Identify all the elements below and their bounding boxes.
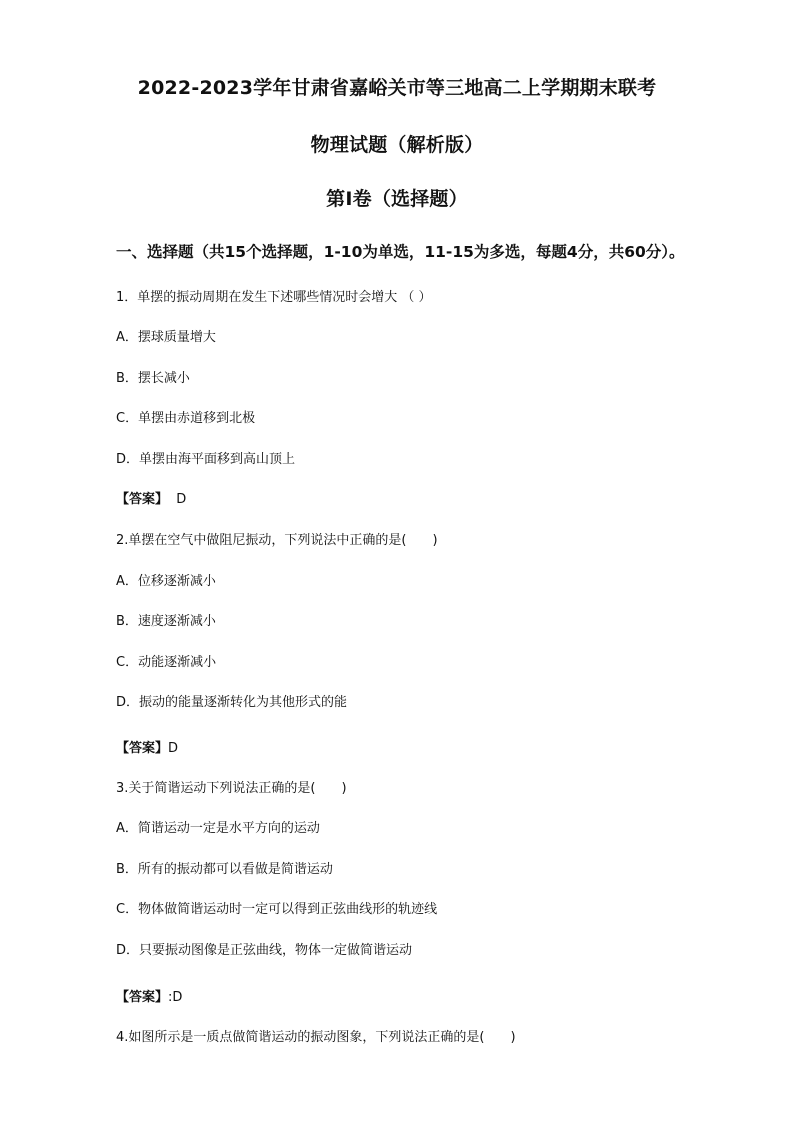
question-3-option-b: B．所有的振动都可以看做是简谐运动 (116, 862, 333, 877)
question-1-option-c: C．单摆由赤道移到北极 (116, 411, 256, 426)
question-2-option-a: A．位移逐渐减小 (116, 574, 216, 589)
question-3-answer (116, 986, 182, 1005)
question-1-option-a: A．摆球质量增大 (116, 330, 216, 345)
question-3-option-c: C．物体做简谐运动时一定可以得到正弦曲线形的轨迹线 (116, 902, 438, 917)
answer-value: D (168, 492, 187, 507)
question-2-stem: 2.单摆在空气中做阻尼振动，下列说法中正确的是( ) (116, 533, 438, 548)
answer-label: 【答案】 (116, 990, 169, 1005)
volume-heading: 第Ⅰ卷（选择题） (326, 188, 468, 210)
question-2-option-c: C．动能逐渐减小 (116, 655, 217, 670)
section-heading: 一、选择题（共15个选择题，1-10为单选，11-15为多选，每题4分，共60分）。 (116, 243, 685, 261)
question-4-stem: 4.如图所示是一质点做简谐运动的振动图象，下列说法正确的是( ) (116, 1030, 516, 1045)
question-1-option-b: B．摆长减小 (116, 371, 190, 386)
question-3-option-d: D．只要振动图像是正弦曲线，物体一定做简谐运动 (116, 943, 413, 958)
question-2-answer (116, 737, 178, 756)
question-3-option-a: A．简谐运动一定是水平方向的运动 (116, 821, 320, 836)
answer-label: 【答案】 (116, 741, 169, 756)
question-2-option-d: D．振动的能量逐渐转化为其他形式的能 (116, 695, 348, 710)
question-2-option-b: B．速度逐渐减小 (116, 614, 216, 629)
question-3-stem: 3.关于简谐运动下列说法正确的是( ) (116, 781, 347, 796)
question-1-answer (116, 488, 186, 507)
question-1-stem: 1．单摆的振动周期在发生下述哪些情况时会增大 （ ） (116, 290, 432, 305)
exam-subtitle: 物理试题（解析版） (310, 134, 484, 156)
question-1-option-d: D．单摆由海平面移到高山顶上 (116, 452, 296, 467)
exam-title: 2022-2023学年甘肃省嘉峪关市等三地高二上学期期末联考 (137, 77, 657, 99)
answer-value: :D (168, 990, 183, 1005)
answer-label: 【答案】 (116, 492, 169, 507)
answer-value: D (168, 741, 179, 756)
